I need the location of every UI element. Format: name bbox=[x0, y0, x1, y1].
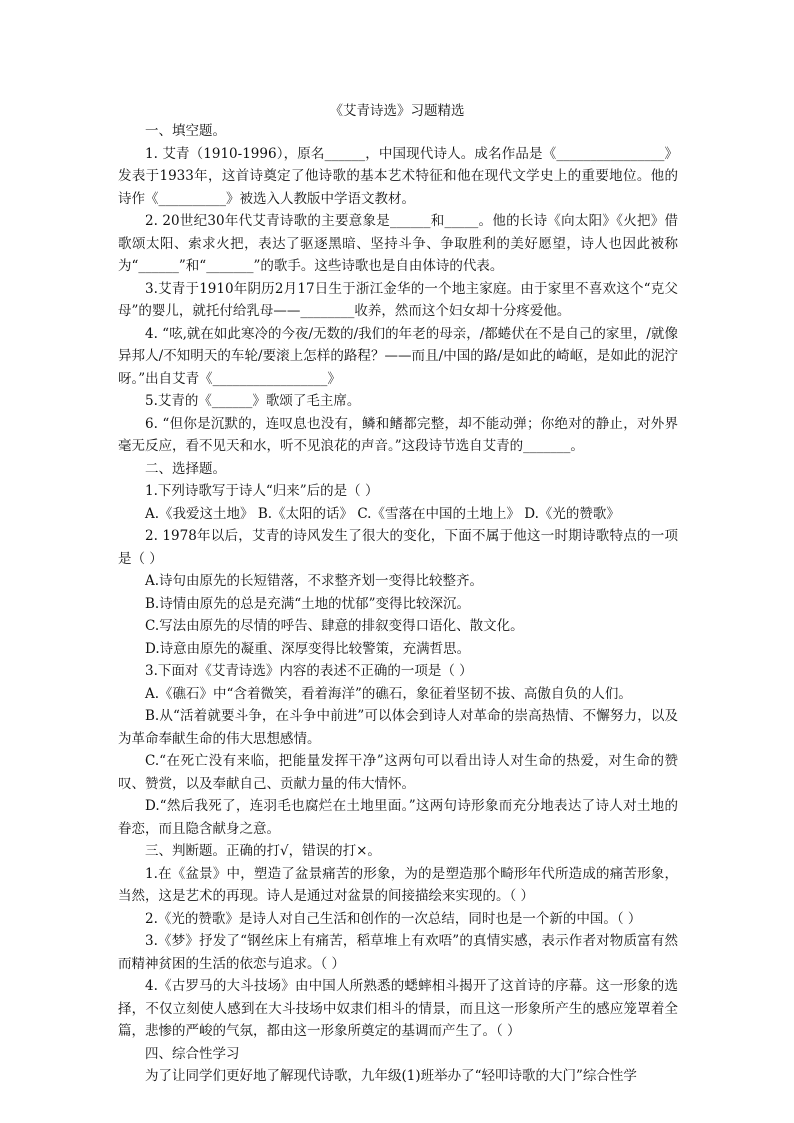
answer-option: B.从“活着就要斗争，在斗争中前进”可以体会到诗人对革命的崇高热情、不懈努力，以及为革命奉献生命的伟大思想感情。 bbox=[118, 708, 678, 747]
question-paragraph: 1.在《盆景》中，塑造了盆景痛苦的形象，为的是塑造那个畸形年代所造成的痛苦形象，当然，这是艺术的再现。诗人是通过对盆景的间接描绘来实现的。（ ） bbox=[118, 865, 678, 904]
question-paragraph: 4.《古罗马的大斗技场》由中国人所熟悉的蟋蟀相斗揭开了这首诗的序幕。这一形象的选择，不仅立刻使人感到在大斗技场中奴隶们相斗的情景，而且这一形象所产生的感应笼罩着全篇，悲惨的严峻的气氛，都由这一形象所奠定的基调而产生了。（ ） bbox=[118, 978, 678, 1039]
section-heading-choice: 二、选择题。 bbox=[145, 460, 226, 477]
answer-option: D.“然后我死了，连羽毛也腐烂在土地里面。”这两句诗形象而充分地表达了诗人对土地的眷恋，而且隐含献身之意。 bbox=[118, 798, 678, 837]
answer-options: A.《我爱这土地》 B.《太阳的话》 C.《雪落在中国的土地上》 D.《光的赞歌》 bbox=[145, 505, 620, 522]
question-paragraph: 5.艾青的《______》歌颂了毛主席。 bbox=[145, 393, 361, 409]
answer-option: A.诗句由原先的长短错落，不求整齐划一变得比较整齐。 bbox=[145, 573, 484, 589]
answer-option: D.诗意由原先的凝重、深厚变得比较警策，充满哲思。 bbox=[145, 640, 471, 657]
question-paragraph: 2. 20世纪30年代艾青诗歌的主要意象是______和_____。他的长诗《向太阳》《火把》借歌颂太阳、索求火把，表达了驱逐黑暗、坚持斗争、争取胜利的美好愿望，诗人也因此被称为“______”和“_______”的歌手。这些诗歌也是自由体诗的代表。 bbox=[118, 213, 678, 274]
question-paragraph: 4. “呟,就在如此寒冷的今夜/无数的/我们的年老的母亲，/都蜷伏在不是自己的家里，/就像异邦人/不知明天的车轮/要滚上怎样的路程？——而且/中国的路/是如此的崎岖，是如此的泥泞呀。”出自艾青《_________________》 bbox=[118, 325, 678, 387]
document-title: 《艾青诗选》习题精选 bbox=[329, 103, 465, 119]
section-heading-true-false: 三、判断题。正确的打√，错误的打×。 bbox=[145, 843, 381, 859]
section-heading-comprehensive: 四、综合性学习 bbox=[145, 1045, 240, 1062]
question-paragraph: 1.下列诗歌写于诗人“归来”后的是（ ） bbox=[145, 483, 379, 499]
answer-option: B.诗情由原先的总是充满“土地的忧郁”变得比较深沉。 bbox=[145, 595, 471, 612]
question-paragraph: 3.艾青于1910年阴历2月17日生于浙江金华的一个地主家庭。由于家里不喜欢这个“克父母”的婴儿，就托付给乳母——________收养，然而这个妇女却十分疼爱他。 bbox=[118, 280, 678, 319]
question-paragraph: 1. 艾青（1910-1996），原名______，中国现代诗人。成名作品是《________________》发表于1933年，这首诗奠定了他诗歌的基本艺术特征和他在现代文学史上的重要地位。他的诗作《__________》被选入人教版中学语文教材。 bbox=[118, 145, 678, 207]
answer-option: C.写法由原先的尽情的呼告、肆意的排叙变得口语化、散文化。 bbox=[145, 618, 524, 634]
section-heading-fill-blank: 一、填空题。 bbox=[145, 123, 226, 139]
question-paragraph: 6. “但你是沉默的，连叹息也没有，鳞和鳍都完整，却不能动弹；你绝对的静止，对外界毫无反应，看不见天和水，听不见浪花的声音。”这段诗节选自艾青的_______。 bbox=[118, 415, 678, 454]
answer-option: A.《礁石》中“含着微笑，看着海洋”的礁石，象征着坚韧不拔、高傲自负的人们。 bbox=[145, 685, 632, 702]
answer-option: C.“在死亡没有来临，把能量发挥干净”这两句可以看出诗人对生命的热爱，对生命的赞叹、赞赏，以及奉献自己、贡献力量的伟大情怀。 bbox=[118, 753, 678, 792]
question-paragraph: 2.《光的赞歌》是诗人对自己生活和创作的一次总结，同时也是一个新的中国。（ ） bbox=[145, 910, 642, 927]
document-body bbox=[118, 120, 678, 1088]
question-paragraph: 3.下面对《艾青诗选》内容的表述不正确的一项是（ ） bbox=[145, 663, 473, 679]
question-paragraph: 3.《梦》抒发了“钢丝床上有痛苦，稻草堆上有欢唔”的真情实感，表示作者对物质富有然而精神贫困的生活的依恋与追求。（ ） bbox=[118, 933, 678, 972]
question-paragraph: 2. 1978年以后，艾青的诗风发生了很大的变化，下面不属于他这一时期诗歌特点的一项是（ ） bbox=[118, 528, 678, 567]
question-paragraph: 为了让同学们更好地了解现代诗歌，九年级(1)班举办了“轻叩诗歌的大门”综合性学 bbox=[145, 1068, 637, 1084]
